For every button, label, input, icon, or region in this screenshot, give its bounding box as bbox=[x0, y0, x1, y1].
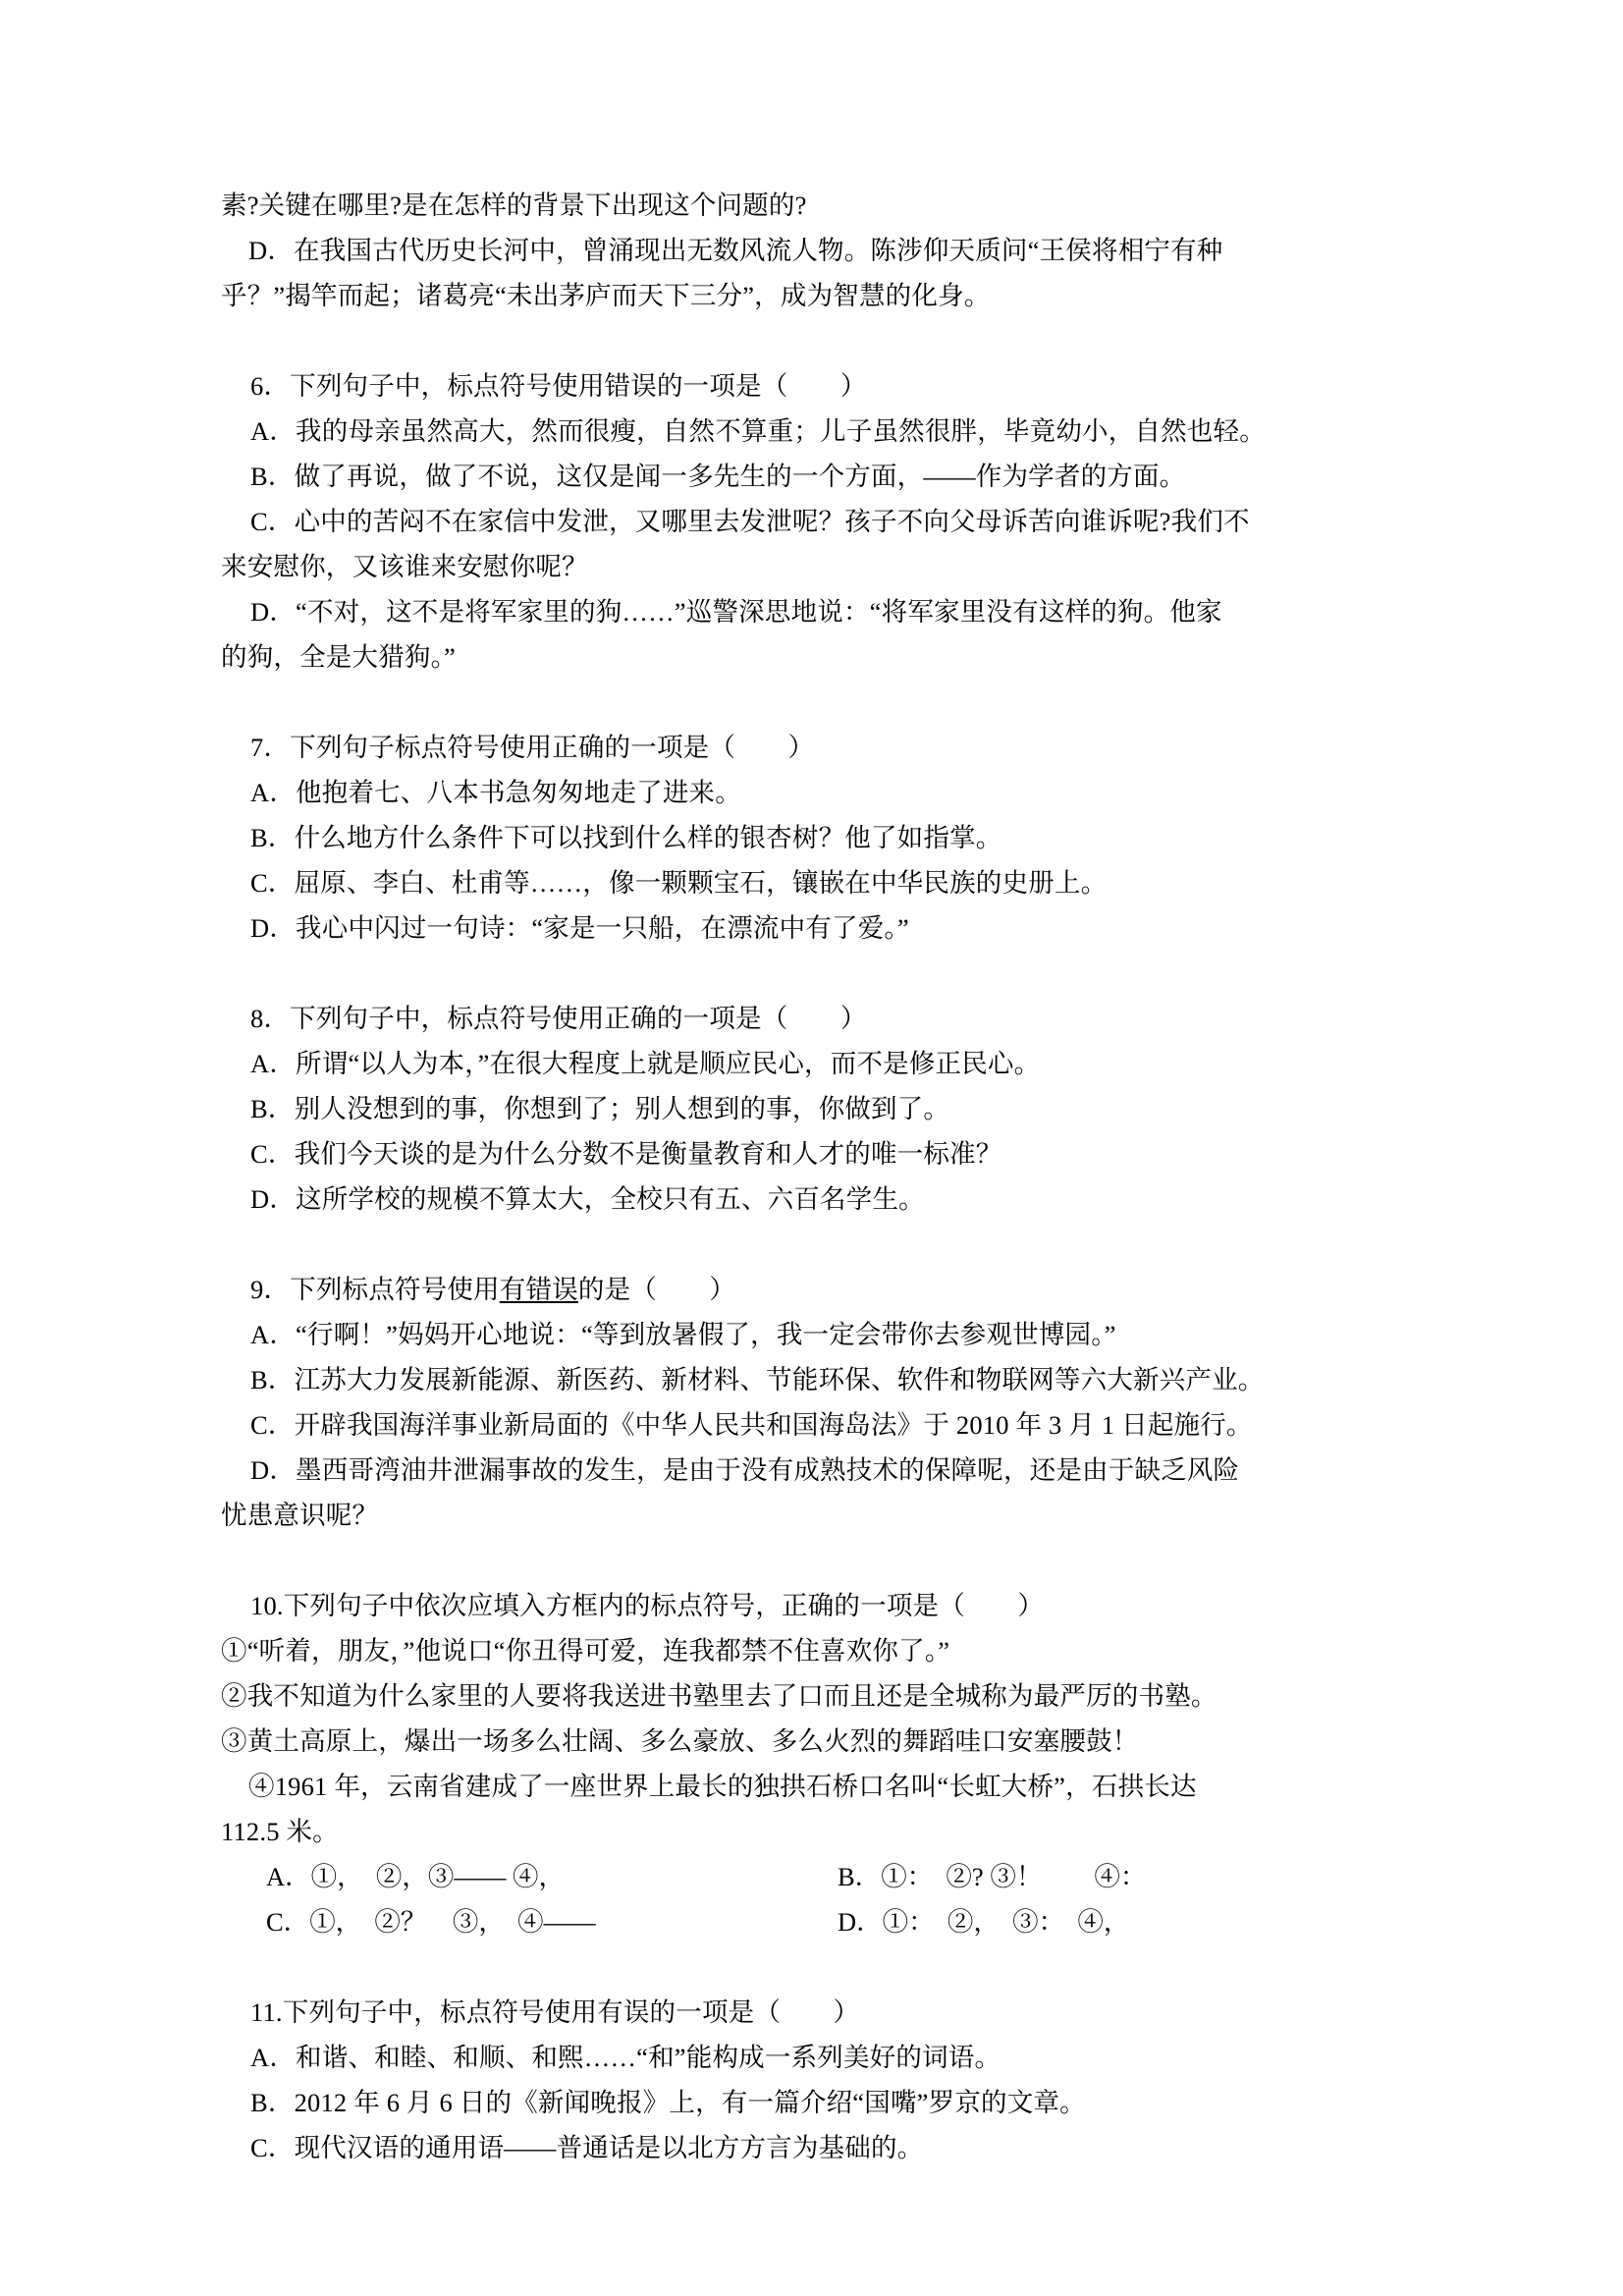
question-8-number: 8． bbox=[250, 1004, 291, 1033]
question-10-heading bbox=[221, 1583, 1409, 1628]
question-8-heading bbox=[221, 996, 1409, 1041]
question-9-option-a bbox=[221, 1312, 1409, 1357]
option-text: “不对，这不是将军家里的狗……”巡警深思地说：“将军家里没有这样的狗。他家 bbox=[296, 597, 1222, 627]
option-text: 心中的苦闷不在家信中发泄，又哪里去发泄呢？孩子不向父母诉苦向谁诉呢?我们不 bbox=[294, 507, 1250, 536]
question-11-stem: 下列句子中，标点符号使用有误的一项是（ ） bbox=[282, 1997, 860, 2027]
block-spacer bbox=[221, 1944, 1409, 1990]
question-7-option-c bbox=[221, 860, 1409, 905]
option-label: C． bbox=[250, 2133, 295, 2162]
option-label: A． bbox=[250, 1049, 297, 1078]
question-9-option-d bbox=[221, 1448, 1409, 1493]
option-text: 2012 年 6 月 6 日的《新闻晚报》上，有一篇介绍“国嘴”罗京的文章。 bbox=[294, 2088, 1086, 2117]
question-8-option-b bbox=[221, 1086, 1409, 1131]
carryover-option-d-line1: D．在我国古代历史长河中，曾涌现出无数风流人物。陈涉仰天质问“王侯将相宁有种 bbox=[248, 236, 1223, 265]
question-11-number: 11. bbox=[250, 1997, 283, 2027]
option-label: C． bbox=[250, 1410, 295, 1440]
option-label: D． bbox=[250, 1455, 297, 1485]
question-10-answer-a bbox=[221, 1854, 820, 1899]
option-text: 墨西哥湾油井泄漏事故的发生，是由于没有成熟技术的保障呢，还是由于缺乏风险 bbox=[296, 1455, 1240, 1485]
block-spacer bbox=[221, 1222, 1409, 1267]
option-label: C． bbox=[250, 868, 295, 898]
option-text: “行啊！”妈妈开心地说：“等到放暑假了，我一定会带你去参观世博园。” bbox=[296, 1320, 1116, 1349]
option-label: C． bbox=[250, 1139, 295, 1169]
question-10-item-3: ③黄土高原上，爆出一场多么壮阔、多么豪放、多么火烈的舞蹈哇口安塞腰鼓！ bbox=[221, 1726, 1139, 1756]
question-8-option-d bbox=[221, 1176, 1409, 1222]
question-9-option-d-cont: 忧患意识呢？ bbox=[221, 1501, 379, 1530]
question-11-heading bbox=[221, 1990, 1409, 2035]
option-label: D． bbox=[250, 913, 297, 943]
option-text: 别人没想到的事，你想到了；别人想到的事，你做到了。 bbox=[294, 1094, 950, 1123]
question-6-option-a bbox=[221, 409, 1409, 454]
question-6-number: 6． bbox=[250, 371, 291, 401]
question-10-item-4-cont: 112.5 米。 bbox=[221, 1817, 339, 1846]
question-6-option-d bbox=[221, 589, 1409, 634]
option-text: 他抱着七、八本书急匆匆地走了进来。 bbox=[296, 778, 741, 807]
answer-text: ①， ②，③—— ④， bbox=[310, 1862, 566, 1891]
page-content bbox=[221, 183, 1409, 2170]
question-9-stem-before: 下列标点符号使用 bbox=[290, 1275, 500, 1304]
question-9-stem-after: 的是（ ） bbox=[577, 1275, 736, 1304]
option-text: 和谐、和睦、和顺、和煕……“和”能构成一系列美好的词语。 bbox=[296, 2043, 1001, 2072]
question-9-heading bbox=[221, 1267, 1409, 1312]
option-label: C． bbox=[250, 507, 295, 536]
option-label: B． bbox=[250, 462, 295, 491]
block-spacer bbox=[221, 951, 1409, 996]
question-6-option-c bbox=[221, 499, 1409, 544]
block-spacer bbox=[221, 318, 1409, 363]
block-spacer bbox=[221, 1538, 1409, 1583]
carryover-option-d-line2: 乎？”揭竿而起；诸葛亮“未出茅庐而天下三分”，成为智慧的化身。 bbox=[221, 281, 991, 310]
question-6-heading bbox=[221, 363, 1409, 409]
question-8-option-a bbox=[221, 1041, 1409, 1086]
question-7-heading bbox=[221, 725, 1409, 770]
option-text: 这所学校的规模不算太大，全校只有五、六百名学生。 bbox=[296, 1184, 925, 1214]
question-7-option-a bbox=[221, 770, 1409, 815]
option-text: 所谓“以人为本，”在很大程度上就是顺应民心，而不是修正民心。 bbox=[296, 1049, 1041, 1078]
question-10-number: 10. bbox=[250, 1591, 284, 1620]
option-label: B． bbox=[250, 1094, 295, 1123]
question-9-stem-emphasis: 有错误 bbox=[499, 1275, 578, 1304]
option-label: D． bbox=[250, 1184, 297, 1214]
question-11-option-a bbox=[221, 2035, 1409, 2080]
option-label: B． bbox=[250, 1365, 295, 1394]
question-9-option-b bbox=[221, 1357, 1409, 1402]
question-11-option-c bbox=[221, 2125, 1409, 2170]
question-6-option-b bbox=[221, 454, 1409, 499]
option-text: 我心中闪过一句诗：“家是一只船，在漂流中有了爱。” bbox=[296, 913, 909, 943]
carryover-line: 素?关键在哪里?是在怎样的背景下出现这个问题的? bbox=[221, 191, 807, 220]
question-8-option-c bbox=[221, 1131, 1409, 1176]
answer-text: ①： ②? ③！ ④： bbox=[881, 1862, 1147, 1891]
answer-label: A． bbox=[266, 1862, 311, 1891]
option-label: D． bbox=[250, 597, 297, 627]
option-text: 开辟我国海洋事业新局面的《中华人民共和国海岛法》于 2010 年 3 月 1 日起施行。 bbox=[294, 1410, 1253, 1440]
question-11-option-b bbox=[221, 2080, 1409, 2125]
option-label: A． bbox=[250, 778, 297, 807]
question-10-stem: 下列句子中依次应填入方框内的标点符号，正确的一项是（ ） bbox=[283, 1591, 1045, 1620]
option-text: 我的母亲虽然高大，然而很瘦，自然不算重；儿子虽然很胖，毕竟幼小，自然也轻。 bbox=[296, 416, 1266, 446]
question-9-option-c bbox=[221, 1402, 1409, 1448]
question-10-item-4: ④1961 年，云南省建成了一座世界上最长的独拱石桥口名叫“长虹大桥”，石拱长达 bbox=[248, 1772, 1197, 1801]
option-label: A． bbox=[250, 416, 297, 446]
question-10-answer-row-2 bbox=[221, 1899, 1409, 1944]
option-text: 什么地方什么条件下可以找到什么样的银杏树？他了如指掌。 bbox=[294, 823, 1002, 852]
question-9-number: 9． bbox=[250, 1275, 291, 1304]
question-6-stem: 下列句子中，标点符号使用错误的一项是（ ） bbox=[290, 371, 867, 401]
question-10-answer-row-1 bbox=[221, 1854, 1409, 1899]
option-text: 现代汉语的通用语——普通话是以北方方言为基础的。 bbox=[294, 2133, 924, 2162]
answer-label: D． bbox=[838, 1907, 883, 1937]
option-label: B． bbox=[250, 823, 295, 852]
question-7-number: 7． bbox=[250, 733, 291, 762]
answer-text: ①： ②， ③： ④， bbox=[882, 1907, 1130, 1937]
answer-text: ①， ②？ ③， ④—— bbox=[309, 1907, 596, 1937]
answer-label: C． bbox=[266, 1907, 310, 1937]
question-10-answer-b bbox=[820, 1854, 1409, 1899]
option-text: 我们今天谈的是为什么分数不是衡量教育和人才的唯一标准？ bbox=[294, 1139, 1002, 1169]
question-7-stem: 下列句子标点符号使用正确的一项是（ ） bbox=[290, 733, 815, 762]
option-text: 做了再说，做了不说，这仅是闻一多先生的一个方面，——作为学者的方面。 bbox=[294, 462, 1186, 491]
question-10-item-2: ②我不知道为什么家里的人要将我送进书塾里去了口而且还是全城称为最严厉的书塾。 bbox=[221, 1681, 1217, 1711]
question-6-option-d-cont: 的狗，全是大猎狗。” bbox=[221, 642, 457, 672]
question-10-item-1: ①“听着，朋友，”他说口“你丑得可爱，连我都禁不住喜欢你了。” bbox=[221, 1636, 950, 1666]
question-10-answer-d bbox=[820, 1899, 1409, 1944]
question-7-option-b bbox=[221, 815, 1409, 860]
option-label: B． bbox=[250, 2088, 295, 2117]
block-spacer bbox=[221, 680, 1409, 725]
question-6-option-c-cont: 来安慰你，又该谁来安慰你呢？ bbox=[221, 552, 588, 581]
option-label: A． bbox=[250, 2043, 297, 2072]
question-10-answer-c bbox=[221, 1899, 820, 1944]
question-8-stem: 下列句子中，标点符号使用正确的一项是（ ） bbox=[290, 1004, 867, 1033]
question-7-option-d bbox=[221, 905, 1409, 951]
option-text: 屈原、李白、杜甫等……，像一颗颗宝石，镶嵌在中华民族的史册上。 bbox=[294, 868, 1108, 898]
answer-label: B． bbox=[838, 1862, 882, 1891]
option-text: 江苏大力发展新能源、新医药、新材料、节能环保、软件和物联网等六大新兴产业。 bbox=[294, 1365, 1265, 1394]
option-label: A． bbox=[250, 1320, 297, 1349]
